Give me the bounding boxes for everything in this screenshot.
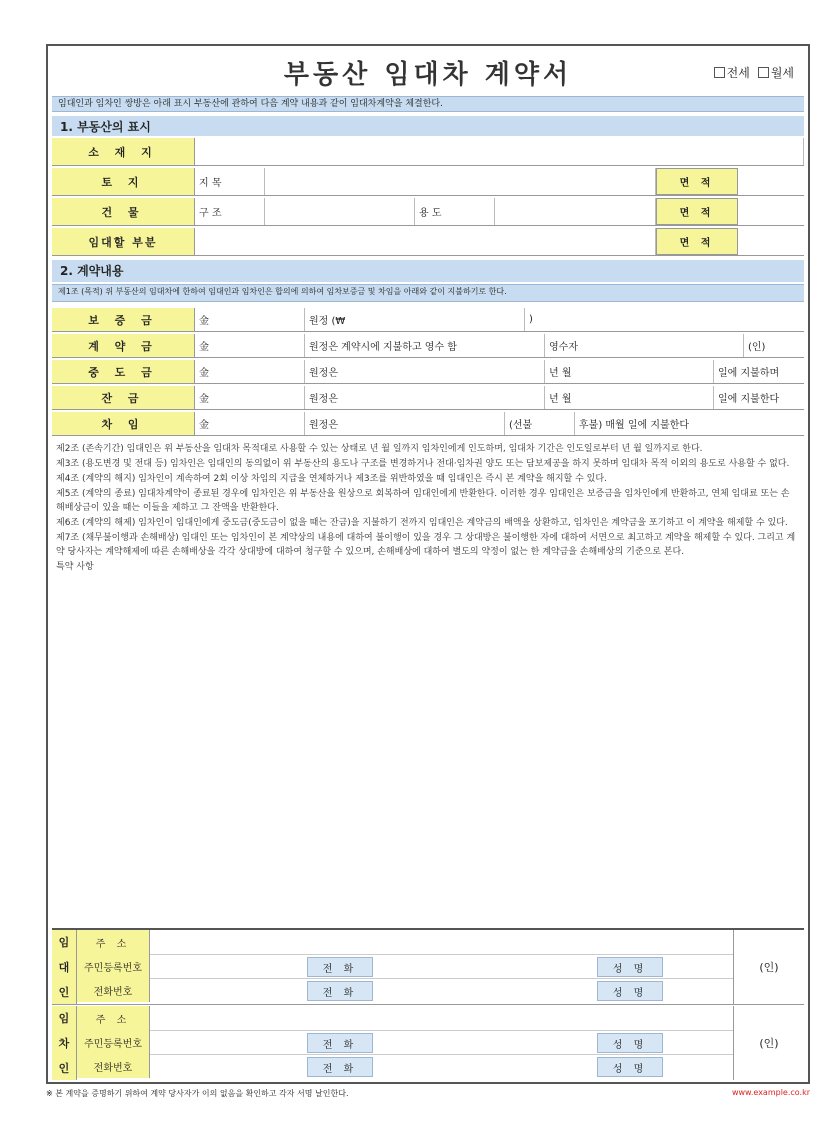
- lessee-phone-label: 전화번호: [77, 1054, 150, 1078]
- label-location: 소 재 지: [52, 138, 195, 165]
- lessor-id-row: [77, 954, 734, 979]
- label-deposit: 보 증 금: [52, 308, 195, 331]
- label-building: 건 물: [52, 198, 195, 225]
- rent-prepay[interactable]: (선불: [505, 412, 575, 435]
- lease-area-label: 면 적: [656, 228, 738, 255]
- balance-date[interactable]: 년 월: [545, 386, 714, 409]
- lessor-label: 임 대 인: [52, 930, 77, 1004]
- usage-label: 용 도: [415, 198, 495, 225]
- usage-field[interactable]: [495, 198, 656, 225]
- balance-text[interactable]: 원정은: [305, 386, 545, 409]
- building-area-label: 면 적: [656, 198, 738, 225]
- signature-block: [52, 928, 804, 1080]
- middle-text[interactable]: 원정은: [305, 360, 545, 383]
- lessee-id-row: [77, 1030, 734, 1055]
- lessee-name-tag-2: 성 명: [597, 1057, 663, 1077]
- intro-text: 임대인과 임차인 쌍방은 아래 표시 부동산에 관하여 다음 계약 내용과 같이 임대차계약을 체결한다.: [52, 96, 804, 112]
- rent-text[interactable]: 원정은: [305, 412, 505, 435]
- lessor-name-tag: 성 명: [597, 957, 663, 977]
- location-field[interactable]: [195, 138, 804, 165]
- land-area-label: 면 적: [656, 168, 738, 195]
- middle-prefix: 金: [195, 360, 305, 383]
- checkbox-jeonse[interactable]: 전세: [714, 64, 750, 81]
- lessee-address-label: 주 소: [77, 1006, 150, 1030]
- terms-note: 제1조 (목적) 위 부동산의 임대차에 한하여 임대인과 임차인은 합의에 의하여 임차보증금 및 차임을 아래와 같이 지불하기로 한다.: [52, 284, 804, 302]
- lessee-name-tag: 성 명: [597, 1033, 663, 1053]
- row-contract-money: [52, 334, 804, 358]
- row-land: [52, 168, 804, 196]
- clause-5: 제5조 (계약의 종료) 임대차계약이 종료된 경우에 임차인은 위 부동산을 원상으로 회복하여 임대인에게 반환한다. 이러한 경우 임대인은 보증금을 임차인에게 반환하고, 연체 임대료 또는 손해배상금이 있을 때는 이들을 제하고 그 잔액을 반환한다.: [56, 489, 790, 513]
- label-lease-part: 임대할 부분: [52, 228, 195, 255]
- row-rent: [52, 412, 804, 436]
- clause-3: 제3조 (용도변경 및 전대 등) 임차인은 임대인의 동의없이 위 부동산의 용도나 구조를 변경하거나 전대·임차권 양도 또는 담보제공을 하지 못하며 임대차 목적 이외의 용도로 사용할 수 없다.: [56, 459, 790, 469]
- receiver-label: 영수자: [545, 334, 744, 357]
- lessor-id-label: 주민등록번호: [77, 954, 150, 978]
- lessor-block: [52, 930, 804, 1005]
- clause-2: 제2조 (존속기간) 임대인은 위 부동산을 임대차 목적대로 사용할 수 있는 상태로 년 월 일까지 임차인에게 인도하며, 임대차 기간은 인도일로부터 년 월 일까지로 한다.: [56, 444, 703, 454]
- lessor-phone-tag: 전 화: [307, 957, 373, 977]
- deposit-won[interactable]: 원정 (₩: [305, 308, 525, 331]
- lessor-address-row: [77, 930, 734, 955]
- land-type-field[interactable]: [265, 168, 656, 195]
- special-terms-label: 특약 사항: [56, 562, 94, 572]
- balance-prefix: 金: [195, 386, 305, 409]
- row-balance: [52, 386, 804, 410]
- row-location: [52, 138, 804, 166]
- lease-part-field[interactable]: [195, 228, 656, 255]
- lessee-phone-tag: 전 화: [307, 1033, 373, 1053]
- title-row: [48, 46, 808, 92]
- lessee-label: 임 차 인: [52, 1006, 77, 1080]
- lessee-id-label: 주민등록번호: [77, 1030, 150, 1054]
- clauses: [56, 442, 798, 575]
- lessor-address-label: 주 소: [77, 930, 150, 954]
- lessee-address-row: [77, 1006, 734, 1031]
- land-area-field[interactable]: [738, 168, 804, 195]
- contract-text[interactable]: 원정은 계약시에 지불하고 영수 함: [305, 334, 545, 357]
- rent-note: 후불) 매월 일에 지불한다: [579, 420, 690, 431]
- row-building: [52, 198, 804, 226]
- structure-field[interactable]: [265, 198, 415, 225]
- clause-6: 제6조 (계약의 해제) 임차인이 임대인에게 중도금(중도금이 없을 때는 잔금)을 지불하기 전까지 임대인은 계약금의 배액을 상환하고, 임차인은 계약금을 포기하고 이 계약을 해제할 수 있다.: [56, 518, 788, 528]
- label-middle-payment: 중 도 금: [52, 360, 195, 383]
- label-balance: 잔 금: [52, 386, 195, 409]
- clause-7: 제7조 (채무불이행과 손해배상) 임대인 또는 임차인이 본 계약상의 내용에 대하여 불이행이 있을 경우 그 상대방은 불이행한 자에 대하여 서면으로 최고하고 계약을 해제할 수 있다. 그리고 계약 당사자는 계약해제에 따른 손해배상을 각각 상대방에 대하여 청구할 수 있으며, 손해배상에 대하여 별도의 약정이 없는 한 계약금을 손해배상의 기준으로 본다.: [56, 533, 796, 557]
- rent-prefix: 金: [195, 412, 305, 435]
- land-type-label: 지 목: [195, 168, 265, 195]
- section-terms: 2. 계약내용: [52, 260, 804, 282]
- middle-date[interactable]: 년 월: [545, 360, 714, 383]
- structure-label: 구 조: [195, 198, 265, 225]
- balance-note: 일에 지불한다: [718, 394, 780, 405]
- lessor-name-tag-2: 성 명: [597, 981, 663, 1001]
- footer-link[interactable]: www.example.co.kr: [731, 1088, 810, 1097]
- label-contract-money: 계 약 금: [52, 334, 195, 357]
- lease-type-group: [714, 64, 794, 81]
- lessee-phone-tag-2: 전 화: [307, 1057, 373, 1077]
- lessee-block: [52, 1006, 804, 1080]
- footer: [46, 1088, 810, 1102]
- footer-note: ※ 본 계약을 증명하기 위하여 계약 당사자가 이의 없음을 확인하고 각자 서명 날인한다.: [46, 1089, 349, 1098]
- lessor-phone-row: [77, 978, 734, 1002]
- receiver-seal: (인): [748, 342, 766, 353]
- section-property: 1. 부동산의 표시: [52, 116, 804, 136]
- deposit-close: ): [529, 314, 533, 325]
- lessor-phone-tag-2: 전 화: [307, 981, 373, 1001]
- lessor-seal[interactable]: (인): [733, 930, 804, 1004]
- row-lease-part: [52, 228, 804, 256]
- checkbox-wolse[interactable]: 월세: [758, 64, 794, 81]
- lessee-phone-row: [77, 1054, 734, 1078]
- clause-4: 제4조 (계약의 해지) 임차인이 계속하여 2회 이상 차임의 지급을 연체하거나 제3조를 위반하였을 때 임대인은 즉시 본 계약을 해지할 수 있다.: [56, 474, 607, 484]
- contract-page: [46, 44, 810, 1084]
- doc-title: 부동산 임대차 계약서: [283, 60, 573, 90]
- contract-prefix: 金: [195, 334, 305, 357]
- row-deposit: [52, 308, 804, 332]
- middle-note: 일에 지불하며: [718, 368, 780, 379]
- lease-area-field[interactable]: [738, 228, 804, 255]
- lessee-seal[interactable]: (인): [733, 1006, 804, 1080]
- row-middle-payment: [52, 360, 804, 384]
- building-area-field[interactable]: [738, 198, 804, 225]
- deposit-prefix: 金: [195, 308, 305, 331]
- lessor-phone-label: 전화번호: [77, 978, 150, 1002]
- label-rent: 차 임: [52, 412, 195, 435]
- label-land: 토 지: [52, 168, 195, 195]
